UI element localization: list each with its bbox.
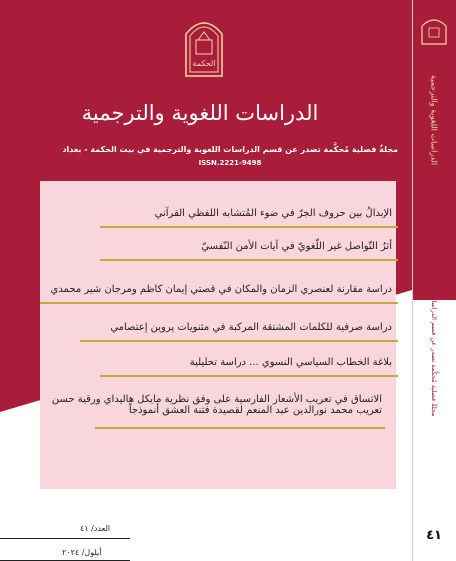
article-title-5[interactable]: بلاغة الخطاب السياسي النسوي ... دراسة تحليلية bbox=[189, 357, 392, 368]
article-title-2[interactable]: أثرُ التّواصل غير اللّغويّ في آيات الأمن النّفسيّ bbox=[201, 241, 392, 252]
issn-number: ISSN.2221-9498 bbox=[198, 159, 262, 167]
article-title-6[interactable] bbox=[52, 394, 382, 416]
article-title-3[interactable]: دراسة مقارنة لعنصري الزمان والمكان في قصتي إيمان كاظم ومرجان شير محمدي bbox=[50, 284, 392, 295]
article-title-6-line1: الاتساق في تعريب الأشعار الفارسية على وفق نظرية مايكل هاليداي ورقية حسن bbox=[51, 394, 382, 405]
article-underline-3 bbox=[40, 302, 398, 304]
article-title-6-line2: تعريب محمد نورالدين عبد المنعم لقصيدة فتنة العشق أنموذجاً bbox=[128, 405, 382, 416]
article-underline-6 bbox=[95, 427, 385, 429]
spine-title: الدراسات اللغوية والترجمية bbox=[429, 74, 439, 166]
spine-issue-number: ٤١ bbox=[426, 528, 442, 543]
article-title-4[interactable]: دراسة صرفية للكلمات المشتقة المركبة في مثنويات پروين إعتصامي bbox=[110, 322, 392, 333]
journal-title: الدراسات اللغوية والترجمية bbox=[81, 101, 319, 125]
article-underline-5 bbox=[100, 375, 398, 377]
logo-text: الحكمة bbox=[192, 59, 216, 68]
journal-subtitle: مجلةٌ فصلية مُحكَّمة تصدر عن قسم الدراسات اللغوية والترجمية في بيت الحكمة - بغداد bbox=[62, 145, 398, 154]
article-underline-2 bbox=[100, 259, 398, 261]
spine-subtitle: مجلةٌ فصلية مُحكَّمة تصدر عن قسم الدراسات اللغوية والترجمية في بيت الحكمة - بغداد bbox=[430, 183, 438, 417]
issue-number: العدد/ ٤١ bbox=[80, 524, 111, 533]
article-underline-1 bbox=[100, 226, 398, 228]
article-underline-4 bbox=[80, 340, 398, 342]
spine-emblem-icon bbox=[420, 14, 448, 46]
issue-date: أيلول/ ٢٠٢٤ bbox=[62, 548, 102, 557]
issue-rule bbox=[0, 538, 130, 539]
article-title-1[interactable]: الإبدالُ بين حروف الجرّ في ضوء المُتشابه اللفظي القرآني bbox=[154, 208, 392, 219]
bayt-al-hikma-emblem-icon bbox=[184, 14, 224, 78]
